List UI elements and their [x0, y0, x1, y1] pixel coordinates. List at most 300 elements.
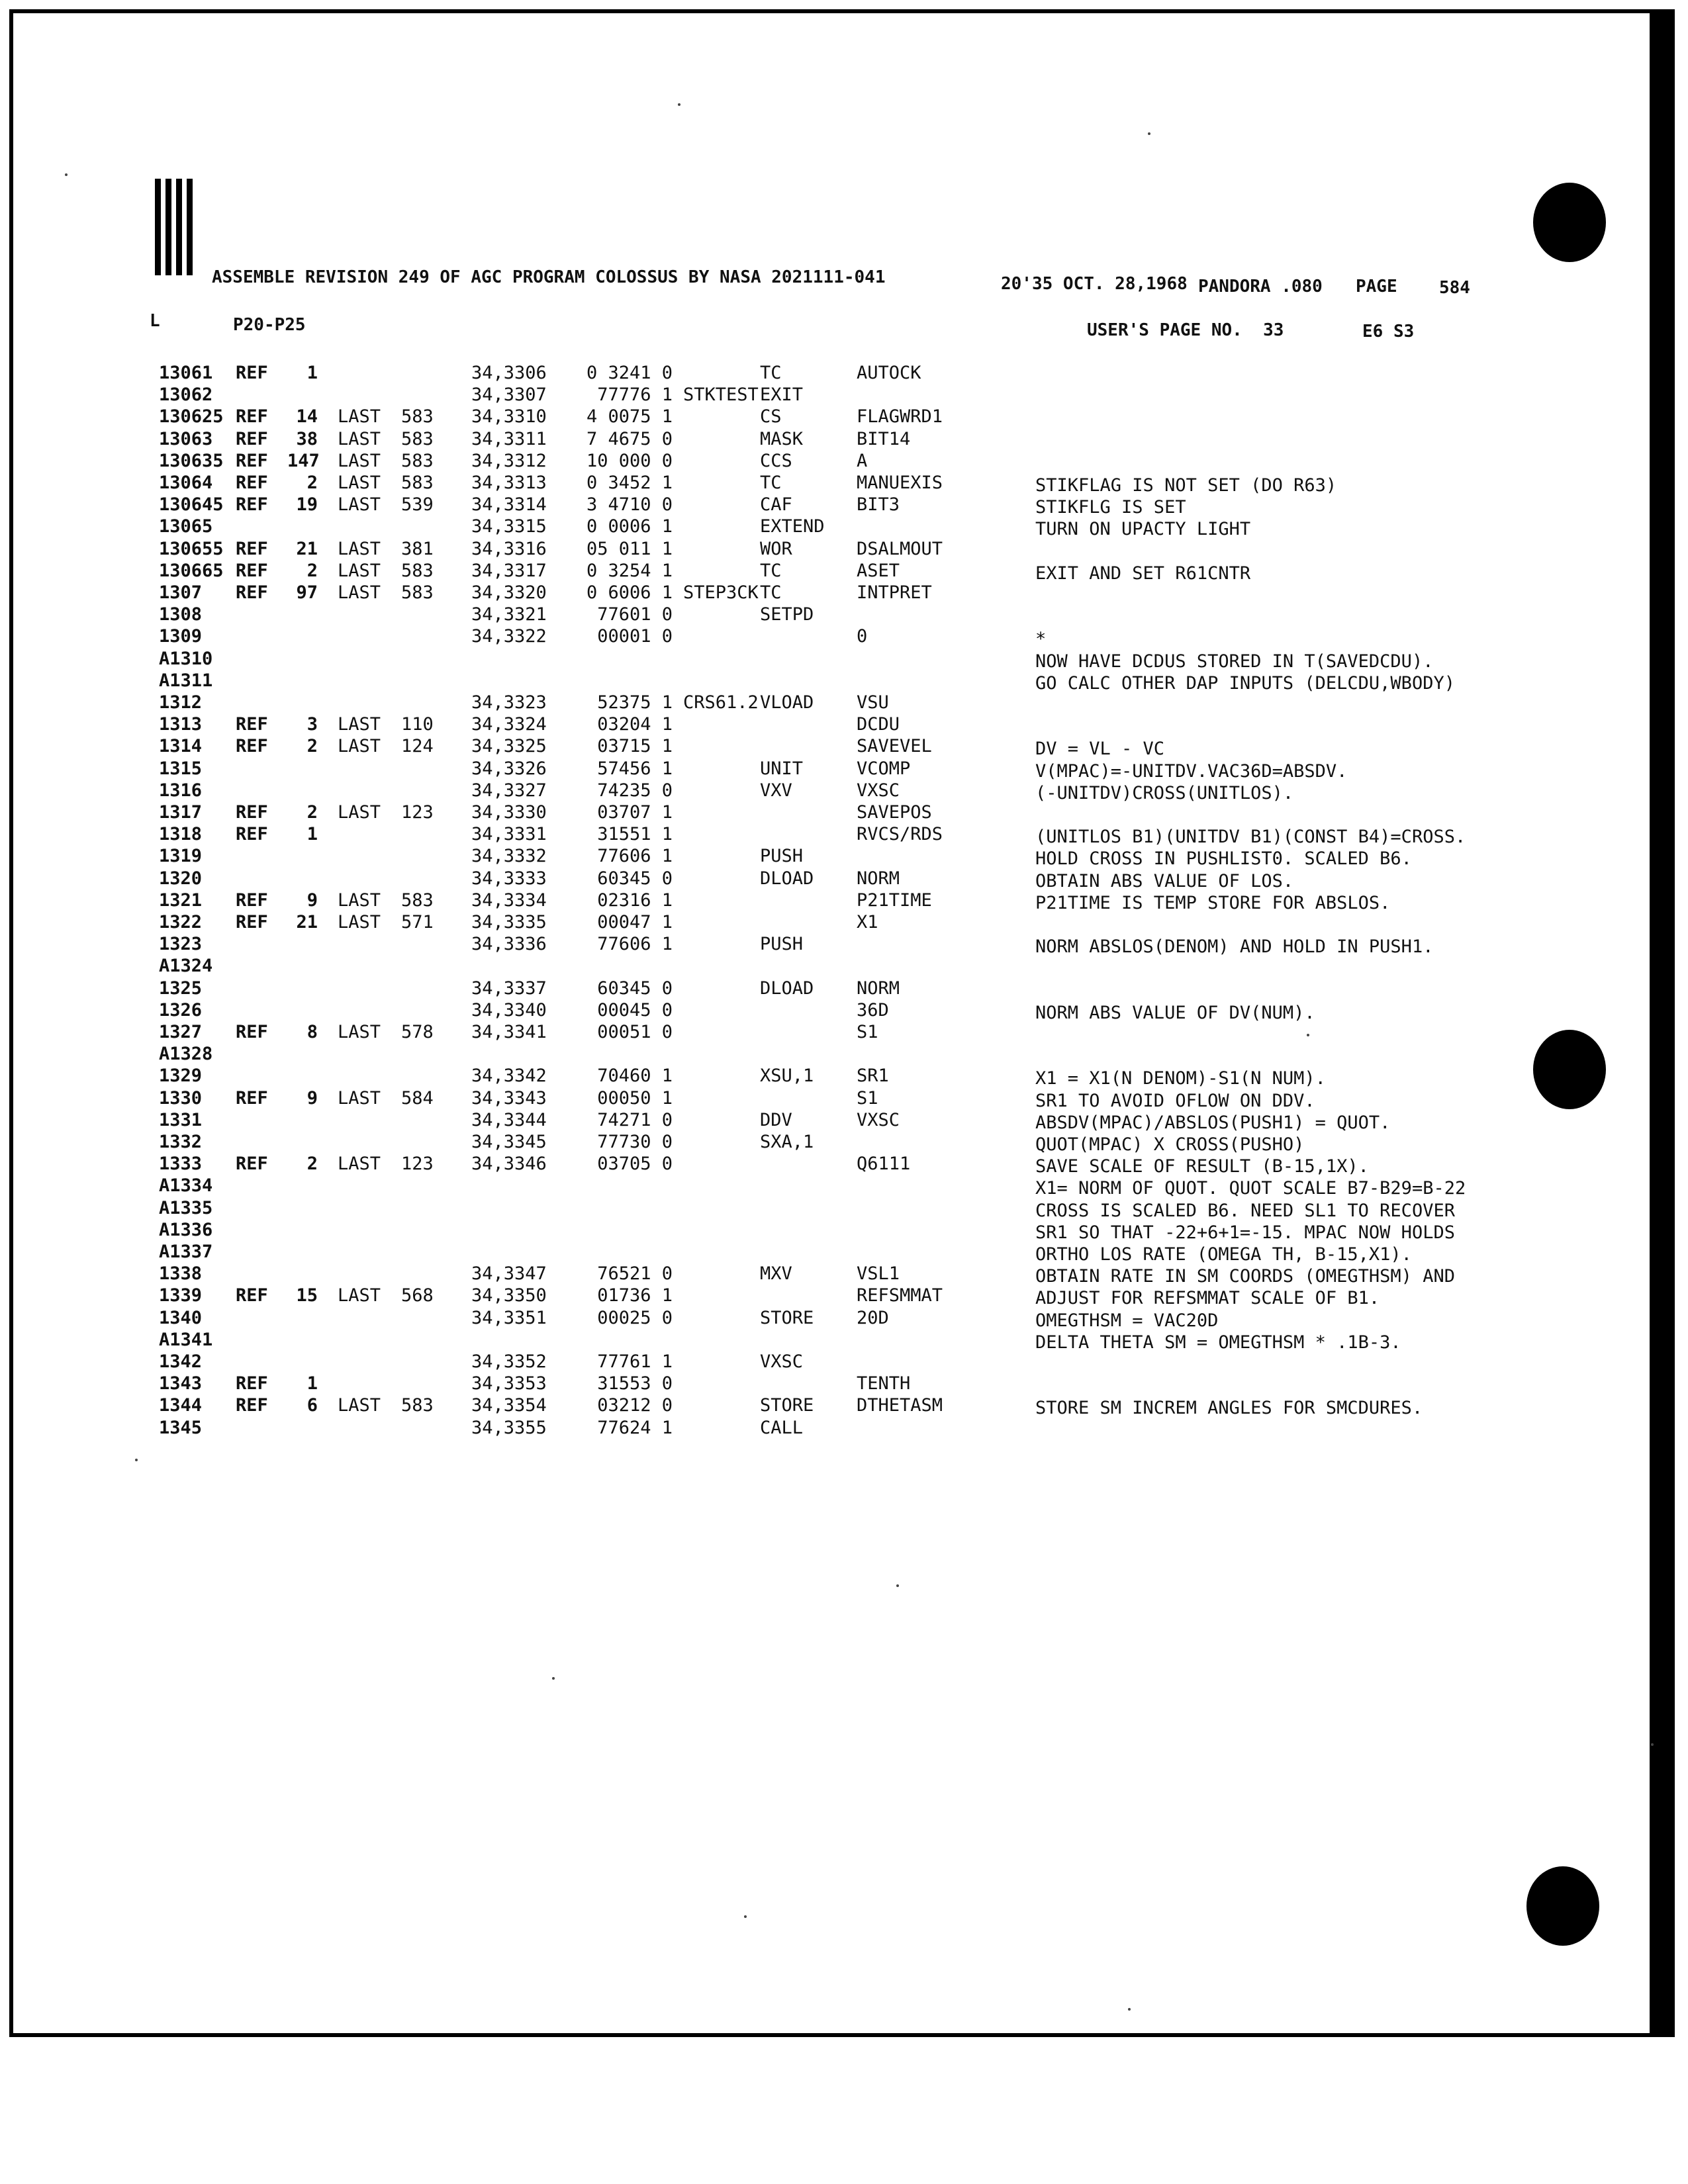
binder-mark [152, 179, 201, 275]
listing-word: 77606 1 [597, 846, 673, 867]
listing-refn: 15 [296, 1285, 318, 1306]
listing-operand: FLAGWRD1 [857, 406, 943, 428]
listing-word: 60345 0 [597, 978, 673, 999]
listing-line: A1310 [159, 648, 213, 669]
listing-refn: 21 [296, 912, 318, 933]
listing-line: 1315 [159, 758, 203, 779]
listing-addr: 34,3334 [471, 889, 547, 911]
listing-addr: 34,3311 [471, 428, 547, 449]
listing-addr: 34,3330 [471, 802, 547, 823]
listing-lastn: 381 [401, 538, 434, 559]
listing-comment: SR1 TO AVOID OFLOW ON DDV. [1035, 1090, 1315, 1111]
listing-word: 00050 1 [597, 1087, 673, 1109]
listing-last: LAST [338, 538, 381, 559]
listing-comment: OBTAIN ABS VALUE OF LOS. [1035, 870, 1294, 891]
listing-line: 1326 [159, 999, 203, 1021]
listing-addr: 34,3344 [471, 1109, 547, 1130]
listing-refn: 3 [306, 714, 318, 735]
listing-last: LAST [338, 473, 381, 493]
listing-operand: S1 [857, 1022, 878, 1042]
listing-line: 13065 [159, 516, 213, 537]
scanned-page [9, 9, 1675, 2037]
listing-word: 10 000 0 [586, 450, 673, 471]
listing-word: 0 3452 1 [586, 473, 673, 493]
listing-addr: 34,3325 [471, 736, 547, 757]
listing-ref: REF [236, 802, 268, 823]
listing-addr: 34,3350 [471, 1285, 547, 1306]
listing-line: 13062 [159, 385, 213, 406]
listing-ids: E6 S3 [1362, 322, 1415, 341]
listing-line: 1345 [159, 1417, 203, 1438]
listing-addr: 34,3324 [471, 714, 547, 735]
listing-op: VXV [760, 780, 792, 801]
listing-operand: 20D [857, 1307, 889, 1328]
listing-line: 1321 [159, 889, 203, 911]
listing-refn: 19 [296, 494, 318, 516]
listing-comment: EXIT AND SET R61CNTR [1035, 563, 1251, 584]
listing-comment: SR1 SO THAT -22+6+1=-15. MPAC NOW HOLDS [1035, 1222, 1455, 1243]
listing-addr: 34,3333 [471, 868, 547, 889]
listing-word: 03707 1 [597, 802, 673, 823]
listing-ref: REF [236, 889, 268, 911]
listing-operand: Q6111 [857, 1154, 911, 1175]
listing-operand: DCDU [857, 714, 900, 735]
listing-addr: 34,3313 [471, 473, 547, 493]
listing-comment: NORM ABS VALUE OF DV(NUM). [1035, 1002, 1315, 1023]
listing-word: 52375 1 [597, 692, 673, 713]
listing-line: A1328 [159, 1044, 213, 1065]
listing-word: 7 4675 0 [586, 428, 673, 449]
listing-op: STORE [760, 1395, 814, 1416]
listing-line: 1319 [159, 846, 203, 867]
listing-word: 00025 0 [597, 1307, 673, 1328]
listing-word: 76521 0 [597, 1263, 673, 1285]
listing-line: 130625 [159, 406, 224, 428]
listing-lastn: 583 [401, 1395, 434, 1416]
section-marker: L [150, 311, 160, 331]
listing-word: 77606 1 [597, 934, 673, 955]
listing-lastn: 123 [401, 802, 434, 823]
listing-operand: VXSC [857, 780, 900, 801]
listing-line: 1339 [159, 1285, 203, 1306]
listing-addr: 34,3312 [471, 450, 547, 471]
listing-addr: 34,3353 [471, 1373, 547, 1394]
listing-ref: REF [236, 582, 268, 603]
listing-word: 3 4710 0 [586, 494, 673, 516]
listing-line: 1316 [159, 780, 203, 801]
listing-addr: 34,3342 [471, 1066, 547, 1087]
listing-line: 1312 [159, 692, 203, 713]
listing-lastn: 584 [401, 1087, 434, 1109]
listing-comment: STIKFLAG IS NOT SET (DO R63) [1035, 475, 1337, 496]
listing-comment: NORM ABSLOS(DENOM) AND HOLD IN PUSH1. [1035, 936, 1434, 958]
listing-op: STORE [760, 1307, 814, 1328]
listing-refn: 14 [296, 406, 318, 428]
listing-line: 13064 [159, 473, 213, 493]
listing-line: 1344 [159, 1395, 203, 1416]
listing-ref: REF [236, 494, 268, 516]
listing-comment: X1 = X1(N DENOM)-S1(N NUM). [1035, 1068, 1326, 1089]
listing-op: PUSH [760, 846, 804, 867]
listing-last: LAST [338, 560, 381, 581]
listing-operand: DSALMOUT [857, 538, 943, 559]
listing-last: LAST [338, 428, 381, 449]
listing-op: UNIT [760, 758, 804, 779]
listing-line: A1334 [159, 1175, 213, 1197]
listing-line: 1342 [159, 1351, 203, 1372]
listing-op: CCS [760, 450, 792, 471]
listing-lastn: 110 [401, 714, 434, 735]
listing-word: 01736 1 [597, 1285, 673, 1306]
listing-operand: SR1 [857, 1066, 889, 1087]
listing-timestamp: 20'35 OCT. 28,1968 [1001, 274, 1188, 294]
listing-operand: SAVEPOS [857, 802, 932, 823]
listing-refn: 21 [296, 538, 318, 559]
listing-word: 00001 0 [597, 626, 673, 647]
listing-operand: MANUEXIS [857, 473, 943, 493]
listing-lastn: 583 [401, 889, 434, 911]
listing-addr: 34,3320 [471, 582, 547, 603]
listing-system: PANDORA .080 [1198, 277, 1323, 296]
listing-comment: SAVE SCALE OF RESULT (B-15,1X). [1035, 1156, 1369, 1177]
listing-addr: 34,3321 [471, 604, 547, 625]
listing-op: PUSH [760, 934, 804, 955]
listing-op: CAF [760, 494, 792, 516]
listing-op: XSU,1 [760, 1066, 814, 1087]
listing-word: 74235 0 [597, 780, 673, 801]
listing-comment: QUOT(MPAC) X CROSS(PUSHO) [1035, 1134, 1305, 1155]
listing-ref: REF [236, 406, 268, 428]
listing-comment: (UNITLOS B1)(UNITDV B1)(CONST B4)=CROSS. [1035, 827, 1466, 848]
user-page-number: USER'S PAGE NO. 33 [1087, 320, 1284, 340]
listing-line: 13063 [159, 428, 213, 449]
listing-line: 1309 [159, 626, 203, 647]
listing-ref: REF [236, 473, 268, 493]
listing-line: 1308 [159, 604, 203, 625]
listing-addr: 34,3315 [471, 516, 547, 537]
listing-ref: REF [236, 736, 268, 757]
listing-title: ASSEMBLE REVISION 249 OF AGC PROGRAM COLOSSUS BY NASA 2021111-041 [212, 267, 886, 287]
listing-operand: NORM [857, 978, 900, 999]
listing-comment: OMEGTHSM = VAC20D [1035, 1310, 1219, 1331]
listing-addr: 34,3336 [471, 934, 547, 955]
listing-addr: 34,3341 [471, 1022, 547, 1042]
listing-last: LAST [338, 802, 381, 823]
listing-addr: 34,3354 [471, 1395, 547, 1416]
listing-last: LAST [338, 714, 381, 735]
listing-line: 1333 [159, 1154, 203, 1175]
scan-edge-top [9, 9, 1675, 13]
listing-lastn: 583 [401, 406, 434, 428]
listing-word: 03212 0 [597, 1395, 673, 1416]
listing-addr: 34,3332 [471, 846, 547, 867]
listing-line: 1340 [159, 1307, 203, 1328]
listing-operand: BIT3 [857, 494, 900, 516]
listing-ref: REF [236, 560, 268, 581]
listing-operand: VXSC [857, 1109, 900, 1130]
listing-line: 130655 [159, 538, 224, 559]
listing-comment: V(MPAC)=-UNITDV.VAC36D=ABSDV. [1035, 760, 1348, 782]
listing-refn: 1 [306, 1373, 318, 1394]
listing-addr: 34,3340 [471, 999, 547, 1021]
listing-line: 1343 [159, 1373, 203, 1394]
listing-comment: NOW HAVE DCDUS STORED IN T(SAVEDCDU). [1035, 651, 1434, 672]
listing-label: STKTEST [683, 385, 759, 406]
listing-ref: REF [236, 428, 268, 449]
listing-operand: A [857, 450, 868, 471]
listing-word: 31551 1 [597, 824, 673, 845]
listing-word: 57456 1 [597, 758, 673, 779]
listing-line: A1336 [159, 1219, 213, 1240]
listing-lastn: 583 [401, 473, 434, 493]
listing-ref: REF [236, 714, 268, 735]
listing-word: 77601 0 [597, 604, 673, 625]
listing-refn: 2 [306, 560, 318, 581]
listing-operand: VSU [857, 692, 889, 713]
listing-ref: REF [236, 1373, 268, 1394]
listing-refn: 9 [306, 1087, 318, 1109]
listing-ref: REF [236, 1285, 268, 1306]
listing-addr: 34,3331 [471, 824, 547, 845]
listing-word: 31553 0 [597, 1373, 673, 1394]
listing-refn: 2 [306, 473, 318, 493]
listing-label: CRS61.2 [683, 692, 759, 713]
listing-last: LAST [338, 1395, 381, 1416]
listing-line: 1332 [159, 1132, 203, 1152]
listing-addr: 34,3352 [471, 1351, 547, 1372]
listing-op: WOR [760, 538, 792, 559]
listing-word: 05 011 1 [586, 538, 673, 559]
listing-addr: 34,3314 [471, 494, 547, 516]
listing-op: DLOAD [760, 978, 814, 999]
listing-op: TC [760, 560, 782, 581]
listing-line: 1331 [159, 1109, 203, 1130]
listing-line: 1307 [159, 582, 203, 603]
listing-line: 1320 [159, 868, 203, 889]
listing-comment: ORTHO LOS RATE (OMEGA TH, B-15,X1). [1035, 1244, 1412, 1265]
listing-line: 1317 [159, 802, 203, 823]
listing-addr: 34,3307 [471, 385, 547, 406]
listing-ref: REF [236, 912, 268, 933]
listing-line: 1314 [159, 736, 203, 757]
listing-word: 74271 0 [597, 1109, 673, 1130]
listing-line: 130635 [159, 450, 224, 471]
listing-line: A1335 [159, 1197, 213, 1218]
listing-word: 77624 1 [597, 1417, 673, 1438]
listing-last: LAST [338, 1154, 381, 1175]
listing-op: TC [760, 363, 782, 383]
listing-label: STEP3CK [683, 582, 759, 603]
listing-comment: TURN ON UPACTY LIGHT [1035, 519, 1251, 540]
listing-ref: REF [236, 1087, 268, 1109]
listing-addr: 34,3351 [471, 1307, 547, 1328]
listing-last: LAST [338, 582, 381, 603]
listing-addr: 34,3355 [471, 1417, 547, 1438]
listing-lastn: 123 [401, 1154, 434, 1175]
listing-lastn: 583 [401, 560, 434, 581]
listing-addr: 34,3326 [471, 758, 547, 779]
listing-op: EXTEND [760, 516, 825, 537]
listing-ref: REF [236, 363, 268, 383]
listing-word: 0 6006 1 [586, 582, 673, 603]
punch-hole-bottom [1526, 1866, 1599, 1946]
listing-word: 4 0075 1 [586, 406, 673, 428]
listing-operand: VCOMP [857, 758, 911, 779]
listing-comment: STORE SM INCREM ANGLES FOR SMCDURES. [1035, 1398, 1423, 1419]
listing-comment: HOLD CROSS IN PUSHLIST0. SCALED B6. [1035, 848, 1412, 870]
listing-operand: REFSMMAT [857, 1285, 943, 1306]
listing-op: VXSC [760, 1351, 804, 1372]
listing-line: 1322 [159, 912, 203, 933]
listing-comment: GO CALC OTHER DAP INPUTS (DELCDU,WBODY) [1035, 672, 1455, 694]
listing-operand: ASET [857, 560, 900, 581]
listing-line: A1341 [159, 1329, 213, 1350]
listing-ref: REF [236, 538, 268, 559]
listing-operand: X1 [857, 912, 878, 933]
listing-refn: 6 [306, 1395, 318, 1416]
listing-lastn: 539 [401, 494, 434, 516]
page-number: 584 [1439, 278, 1470, 298]
listing-comment: X1= NORM OF QUOT. QUOT SCALE B7-B29=B-22 [1035, 1178, 1466, 1199]
listing-word: 0 0006 1 [586, 516, 673, 537]
listing-line: 1338 [159, 1263, 203, 1285]
listing-comment: (-UNITDV)CROSS(UNITLOS). [1035, 782, 1294, 803]
listing-op: MXV [760, 1263, 792, 1285]
listing-word: 02316 1 [597, 889, 673, 911]
scan-edge-left [9, 9, 13, 2037]
listing-refn: 9 [306, 889, 318, 911]
listing-operand: NORM [857, 868, 900, 889]
listing-addr: 34,3317 [471, 560, 547, 581]
listing-operand: 36D [857, 999, 889, 1021]
listing-ref: REF [236, 824, 268, 845]
listing-lastn: 583 [401, 450, 434, 471]
listing-addr: 34,3347 [471, 1263, 547, 1285]
listing-word: 00051 0 [597, 1022, 673, 1042]
listing-addr: 34,3327 [471, 780, 547, 801]
listing-line: 13061 [159, 363, 213, 383]
listing-ref: REF [236, 1154, 268, 1175]
page-label: PAGE [1356, 277, 1397, 296]
listing-addr: 34,3316 [471, 538, 547, 559]
scan-edge-right [1650, 9, 1675, 2037]
listing-comment: P21TIME IS TEMP STORE FOR ABSLOS. [1035, 892, 1391, 913]
listing-last: LAST [338, 912, 381, 933]
scan-edge-bottom [9, 2033, 1675, 2037]
listing-comment: CROSS IS SCALED B6. NEED SL1 TO RECOVER [1035, 1200, 1455, 1221]
listing-operand: TENTH [857, 1373, 911, 1394]
listing-op: TC [760, 473, 782, 493]
listing-word: 70460 1 [597, 1066, 673, 1087]
listing-last: LAST [338, 889, 381, 911]
listing-lastn: 583 [401, 582, 434, 603]
listing-line: 1330 [159, 1087, 203, 1109]
listing-last: LAST [338, 1285, 381, 1306]
listing-last: LAST [338, 1087, 381, 1109]
listing-operand: S1 [857, 1087, 878, 1109]
listing-op: CS [760, 406, 782, 428]
listing-word: 77730 0 [597, 1132, 673, 1152]
listing-refn: 2 [306, 736, 318, 757]
listing-ref: REF [236, 1395, 268, 1416]
listing-addr: 34,3310 [471, 406, 547, 428]
listing-addr: 34,3343 [471, 1087, 547, 1109]
listing-word: 77776 1 [597, 385, 673, 406]
listing-word: 00047 1 [597, 912, 673, 933]
listing-comment: OBTAIN RATE IN SM COORDS (OMEGTHSM) AND [1035, 1266, 1455, 1287]
listing-word: 03705 0 [597, 1154, 673, 1175]
listing-comment: * [1035, 629, 1047, 650]
listing-refn: 147 [287, 450, 320, 471]
listing-comment: DELTA THETA SM = OMEGTHSM * .1B-3. [1035, 1332, 1401, 1353]
listing-op: DDV [760, 1109, 792, 1130]
listing-word: 00045 0 [597, 999, 673, 1021]
listing-addr: 34,3306 [471, 363, 547, 383]
listing-word: 0 3241 0 [586, 363, 673, 383]
listing-operand: SAVEVEL [857, 736, 932, 757]
listing-refn: 97 [296, 582, 318, 603]
listing-line: 1318 [159, 824, 203, 845]
listing-operand: INTPRET [857, 582, 932, 603]
listing-line: 1323 [159, 934, 203, 955]
punch-hole-top [1533, 183, 1606, 262]
listing-word: 77761 1 [597, 1351, 673, 1372]
listing-op: CALL [760, 1417, 804, 1438]
listing-refn: 2 [306, 1154, 318, 1175]
listing-addr: 34,3345 [471, 1132, 547, 1152]
listing-last: LAST [338, 406, 381, 428]
punch-hole-middle [1533, 1030, 1606, 1109]
listing-line: A1324 [159, 956, 213, 977]
listing-line: 130665 [159, 560, 224, 581]
listing-line: A1337 [159, 1242, 213, 1262]
listing-line: 1313 [159, 714, 203, 735]
listing-op: MASK [760, 428, 804, 449]
listing-comment: DV = VL - VC [1035, 739, 1165, 760]
listing-lastn: 571 [401, 912, 434, 933]
listing-comment: ABSDV(MPAC)/ABSLOS(PUSH1) = QUOT. [1035, 1112, 1391, 1133]
listing-refn: 1 [306, 363, 318, 383]
listing-word: 0 3254 1 [586, 560, 673, 581]
listing-addr: 34,3346 [471, 1154, 547, 1175]
listing-operand: VSL1 [857, 1263, 900, 1285]
listing-ref: REF [236, 450, 268, 471]
listing-comment: STIKFLG IS SET [1035, 497, 1186, 518]
listing-operand: P21TIME [857, 889, 932, 911]
listing-word: 03715 1 [597, 736, 673, 757]
listing-line: 130645 [159, 494, 224, 516]
listing-word: 60345 0 [597, 868, 673, 889]
listing-last: LAST [338, 450, 381, 471]
listing-lastn: 578 [401, 1022, 434, 1042]
listing-refn: 1 [306, 824, 318, 845]
section-name: P20-P25 [233, 315, 306, 335]
listing-last: LAST [338, 736, 381, 757]
listing-ref: REF [236, 1022, 268, 1042]
listing-op: VLOAD [760, 692, 814, 713]
listing-op: SXA,1 [760, 1132, 814, 1152]
listing-word: 03204 1 [597, 714, 673, 735]
listing-op: SETPD [760, 604, 814, 625]
listing-operand: DTHETASM [857, 1395, 943, 1416]
listing-addr: 34,3323 [471, 692, 547, 713]
listing-addr: 34,3335 [471, 912, 547, 933]
listing-operand: BIT14 [857, 428, 911, 449]
listing-last: LAST [338, 494, 381, 516]
listing-op: TC [760, 582, 782, 603]
listing-lastn: 583 [401, 428, 434, 449]
listing-lastn: 568 [401, 1285, 434, 1306]
